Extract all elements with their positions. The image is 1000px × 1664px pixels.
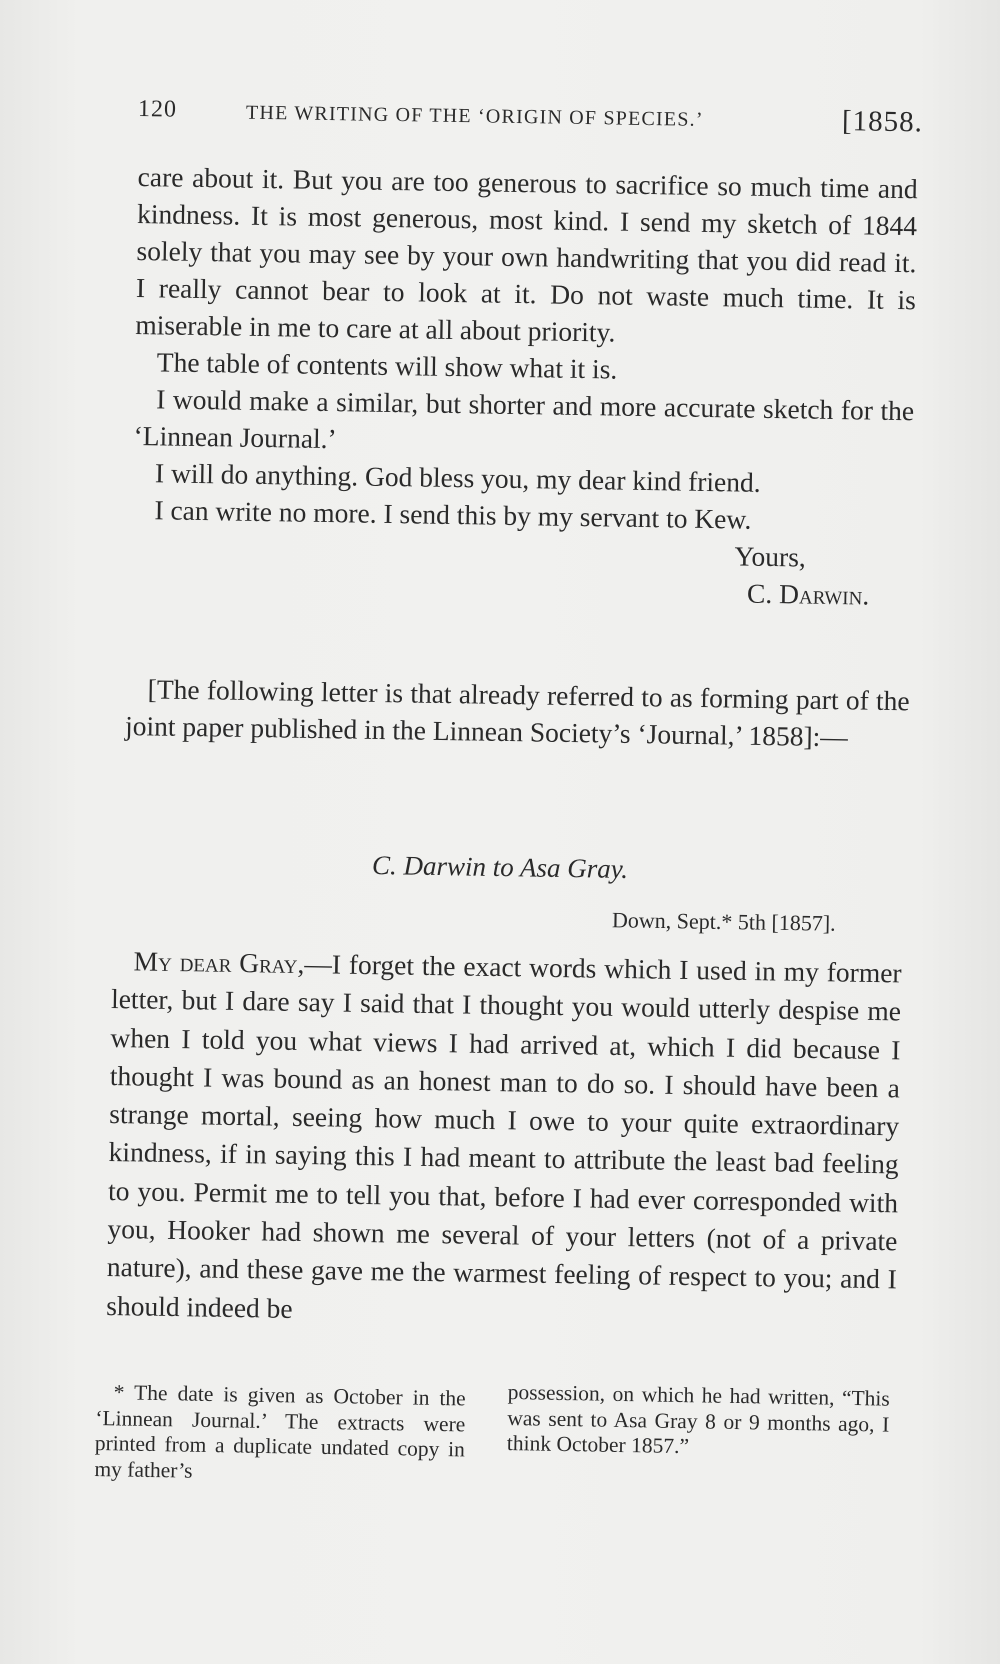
footnote-left: * The date is given as October in the ‘Linnean Journal.’ The extracts were printed from a duplicate undated copy in my father’s — [94, 1380, 466, 1483]
letter-one-paragraph: I can write no more. I send this by my servant to Kew. — [154, 494, 752, 535]
letter-one-closing: Yours, — [734, 540, 807, 573]
letter-one — [131, 158, 918, 614]
letter-one-paragraph: I will do anything. God bless you, my dear kind friend. — [154, 457, 761, 498]
header-year: [1858. — [841, 105, 924, 139]
letter-one-paragraph: The table of contents will show what it is. — [156, 346, 618, 385]
letter-two-salutation: My dear Gray, — [133, 945, 305, 980]
footnote-right: possession, on which he had written, “This was sent to Asa Gray 8 or 9 months ago, I think October 1857.” — [506, 1380, 890, 1459]
running-title: THE WRITING OF THE ‘ORIGIN OF SPECIES.’ — [245, 101, 704, 131]
letter-two-dateline: Down, Sept.* 5th [1857]. — [611, 907, 836, 936]
footnote-left-column — [94, 1380, 466, 1488]
page-number: 120 — [137, 96, 178, 123]
letter-two — [106, 942, 902, 1337]
editorial-note-block — [125, 670, 910, 756]
letter-one-signature: C. Darwin. — [746, 577, 870, 611]
running-header — [138, 92, 924, 144]
footnote-right-column — [507, 1380, 890, 1463]
editorial-note: [The following letter is that already referred to as forming part of the joint paper published in the Linnean Society’s ‘Journal,’ 1858]:— — [124, 673, 910, 753]
letter-one-paragraph: I would make a similar, but shorter and more accurate sketch for the ‘Linnean Journal.’ — [133, 383, 915, 455]
letter-two-body: —I forget the exact words which I used in my former letter, but I dare say I said that I thought you would utterly despise me when I told you what views I had arrived at, which I did because I thought I was bound as an honest man to do so. I should have been a strange mortal, seeing how much I owe to your quite extraordinary kindness, if in saying this I had meant to attribute the least bad feeling to you. Permit me to tell you that, before I had ever corresponded with you, Hooker had shown me several of your letters (not of a private nature), and these gave me the warmest feeling of respect to you; and I should indeed be — [106, 948, 902, 1324]
letter-one-paragraph: care about it. But you are too generous to sacrifice so much time and kindness. It is most generous, most kind. I send my sketch of 1844 solely that you may see by your own handwriting that you did read it. I really cannot bear to look at it. Do not waste much time. It is miserable in me to care at all about priority. — [135, 160, 918, 348]
letter-two-heading: C. Darwin to Asa Gray. — [371, 849, 629, 885]
